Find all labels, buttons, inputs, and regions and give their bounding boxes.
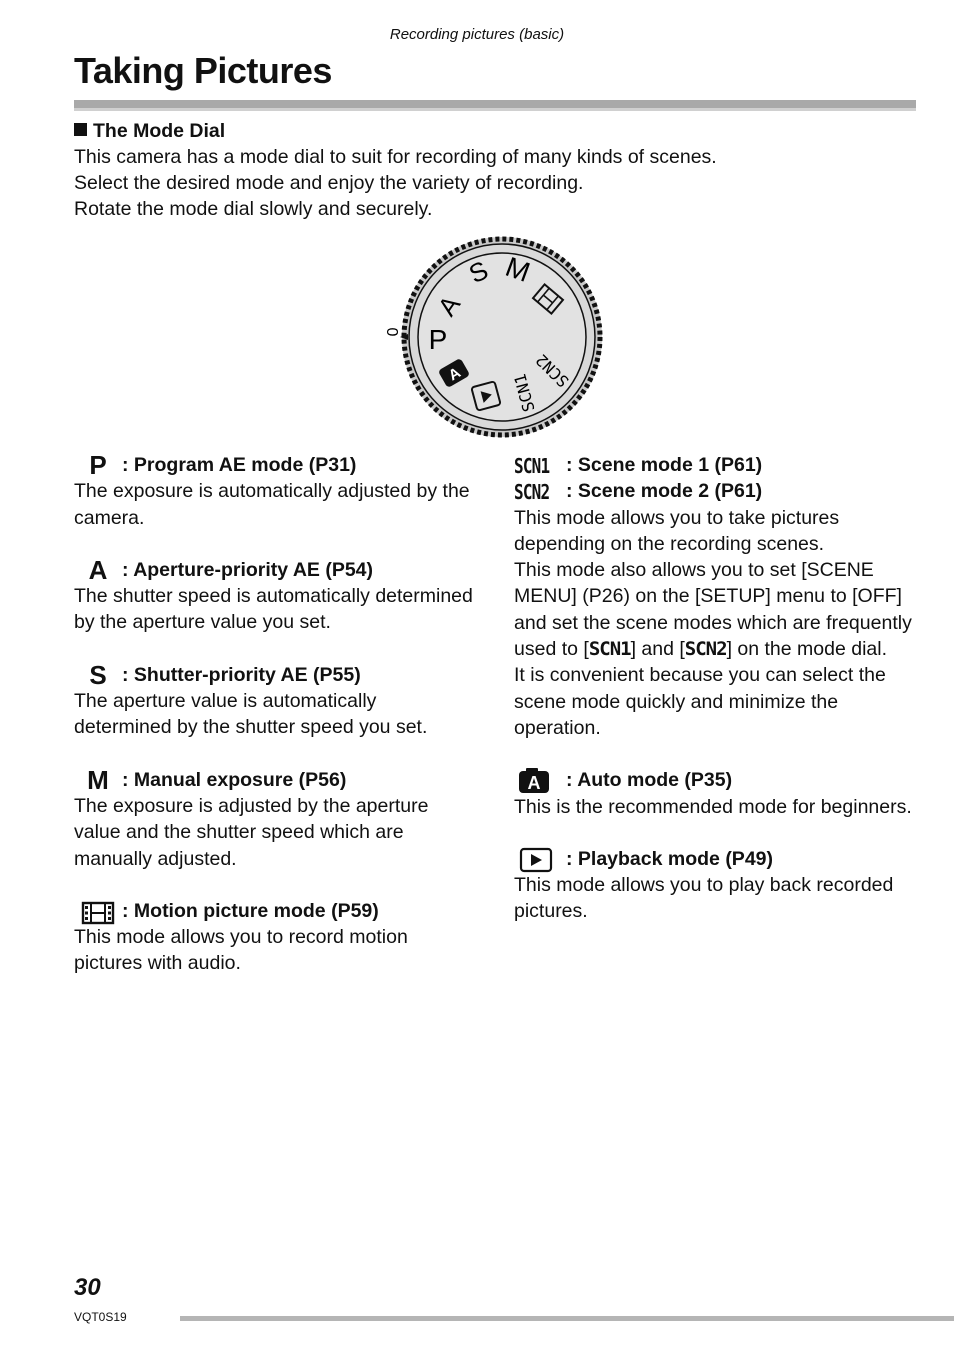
dial-label-off: 0 — [383, 327, 400, 337]
page-title: Taking Pictures — [74, 50, 332, 91]
mode-title: : Program AE mode (P31) — [122, 454, 357, 476]
intro-heading: The Mode Dial — [74, 118, 914, 144]
svg-text:A: A — [527, 773, 541, 794]
mode-entry-auto — [514, 767, 914, 820]
mode-desc: This is the recommended mode for beginners. — [514, 795, 912, 818]
m-mode-icon: M — [87, 764, 109, 795]
svg-text:A: A — [445, 364, 464, 385]
mode-title: : Aperture-priority AE (P54) — [122, 558, 374, 581]
mode-entry-manual — [74, 764, 474, 872]
mode-title: : Auto mode (P35) — [566, 769, 733, 792]
mode-desc: This mode allows you to play back recorded pictures. — [514, 874, 894, 923]
page-number: 30 — [74, 1274, 101, 1301]
mode-dial-illustration — [374, 234, 610, 444]
intro-line: Rotate the mode dial slowly and securely. — [74, 198, 433, 220]
mode-desc: This mode allows you to take pictures depending on the recording scenes. — [514, 506, 840, 555]
motion-picture-icon — [74, 897, 122, 924]
s-mode-icon: S — [89, 659, 107, 690]
mode-title: : Manual exposure (P56) — [122, 768, 347, 791]
intro-line: Select the desired mode and enjoy the variety of recording. — [74, 172, 584, 194]
mode-title: : Scene mode 2 (P61) — [566, 480, 763, 503]
left-column — [74, 452, 474, 1003]
mode-desc: The exposure is automatically adjusted by the camera. — [74, 480, 470, 529]
dial-label-a: A — [431, 289, 467, 322]
mode-desc: This mode also allows you to set [SCENE MENU] (P26) on the [SETUP] menu to [OFF] and set the scene modes which are frequently used to [SCN1] and [SCN2] on the mode dial. — [514, 557, 914, 662]
mode-entry-scene — [514, 452, 914, 741]
mode-entry-program — [74, 452, 474, 531]
section-title: Recording pictures (basic) — [389, 26, 565, 43]
scn1-icon: SCN1 — [514, 454, 550, 479]
intro-line: This camera has a mode dial to suit for recording of many kinds of scenes. — [74, 146, 717, 168]
mode-entry-playback — [514, 846, 914, 925]
p-mode-icon: P — [89, 450, 107, 481]
title-rule — [74, 100, 916, 111]
square-bullet-icon — [74, 123, 87, 136]
a-mode-icon: A — [88, 555, 108, 586]
mode-entry-aperture — [74, 557, 474, 636]
footer-rule — [180, 1316, 954, 1321]
right-column — [514, 452, 914, 951]
mode-title: : Motion picture mode (P59) — [122, 899, 379, 922]
playback-mode-icon — [514, 845, 566, 873]
auto-mode-icon — [514, 766, 566, 794]
scn2-icon: SCN2 — [514, 480, 550, 505]
mode-desc: It is convenient because you can select the scene mode quickly and minimize the operation. — [514, 664, 886, 739]
mode-desc: This mode allows you to record motion pictures with audio. — [74, 926, 408, 975]
scn2-icon: SCN2 — [684, 638, 727, 661]
document-code: VQT0S19 — [74, 1310, 127, 1324]
dial-label-s: S — [464, 254, 493, 290]
mode-title: : Shutter-priority AE (P55) — [122, 663, 361, 686]
mode-title: : Playback mode (P49) — [566, 847, 773, 870]
mode-desc: The aperture value is automatically determined by the shutter speed you set. — [74, 690, 428, 739]
dial-label-scn2: SCN2 — [532, 350, 573, 391]
mode-entry-shutter — [74, 659, 474, 741]
mode-entry-motion — [74, 898, 474, 977]
mode-desc: The exposure is adjusted by the aperture value and the shutter speed which are manually adjusted. — [74, 794, 429, 870]
mode-title: : Scene mode 1 (P61) — [566, 454, 763, 476]
intro — [74, 118, 914, 222]
scn1-icon: SCN1 — [588, 638, 631, 661]
dial-label-scn1: SCN1 — [510, 371, 539, 414]
dial-label-p: P — [428, 324, 448, 355]
mode-desc: The shutter speed is automatically determined by the aperture value you set. — [74, 585, 473, 634]
mode-dial-icon — [374, 234, 610, 444]
dial-label-m: M — [501, 250, 535, 289]
